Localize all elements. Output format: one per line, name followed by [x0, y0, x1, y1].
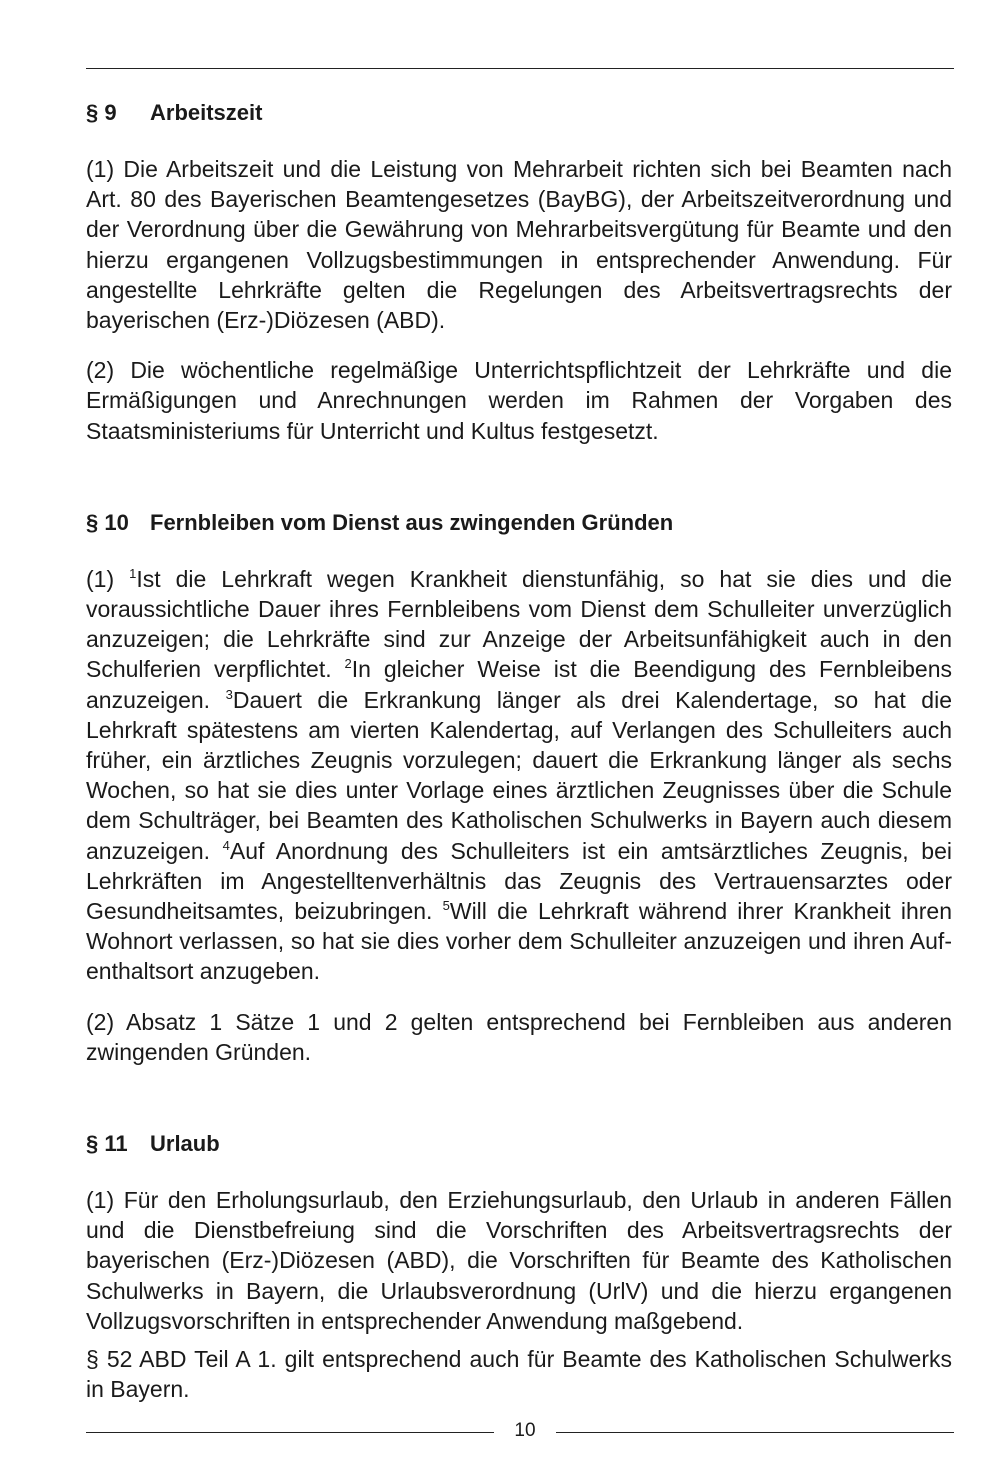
section-number: § 11: [86, 1131, 128, 1157]
section-number: § 9: [86, 100, 117, 125]
section-11: [86, 1129, 952, 1404]
page-number: 10: [514, 1420, 536, 1441]
sentence-marker: 2: [344, 656, 352, 672]
sentence: Will die Lehrkraft während ihrer Krankheit ihren Wohnort verlassen, so hat sie dies vorher dem Schulleiter anzuzeigen und ihren Aufenthaltsort anzugeben.: [86, 898, 952, 985]
page-footer: [86, 1418, 954, 1448]
paragraph: (1) $^1$Ist die Lehrkraft wegen Krankheit dienstunfähig, so hat sie dies und die voraussichtliche Dauer ihres Fernbleibens vom Dienst dem Schulleiter unverzüglich anzuzeigen; die Lehrkräfte sind zur Anzeige der Arbeitsunfähigkeit auch in den Schulferien verpflichtet. $^2$In gleicher Weise ist die Beendigung des Fernbleibens anzuzeigen. $^3$Dauert die Erkrankung länger als drei Kalendertage, so hat die Lehrkraft spätestens am vierten Kalendertag, auf Verlangen des Schulleiters auch früher, ein ärztliches Zeugnis vorzulegen; dauert die Erkrankung länger als sechs Wochen, so hat sie dies unter Vorlage eines ärztlichen Zeugnisses über die Schule dem Schulträger, bei Beamten des Katholischen Schulwerks in Bayern auch diesem anzuzeigen. $^4$Auf Anordnung des Schulleiters ist ein amtsärztliches Zeugnis, bei Lehrkräften im Angestelltenverhältnis das Zeugnis des Vertrauensarztes oder Gesundheitsamtes, beizubringen. $^5$Will die Lehrkraft während ihrer Krankheit ihren Wohnort verlassen, so hat sie dies vorher dem Schulleiter anzuzeigen und ihren Aufenthaltsort anzugeben.: [86, 565, 953, 985]
section-heading: [86, 1129, 952, 1159]
footer-rule-right: [556, 1432, 954, 1433]
paragraph: (1) Die Arbeitszeit und die Leistung von Mehrarbeit richten sich bei Beamten nach Art. 80 des Bayerischen Beamtengesetzes (BayBG), der Arbeitszeitverordnung und der Verordnung über die Gewährung von Mehrarbeitsvergütung für Beamte und den hierzu ergangenen Vollzugsbestimmungen in entsprechender Anwendung. Für angestellte Lehrkräfte gelten die Regelungen des Arbeitsvertragsrechts der bayerischen (Erz-)Diözesen (ABD).: [86, 156, 952, 334]
sentence-marker: 5: [442, 898, 450, 914]
header-rule: [86, 68, 954, 69]
sentence: In gleicher Weise ist die Beendigung des Fernbleibens anzuzeigen.: [86, 656, 952, 713]
section-heading: [86, 98, 952, 128]
document-body: [86, 98, 952, 1425]
sentence-marker: 4: [222, 837, 230, 853]
paragraph: (2) Die wöchentliche regelmäßige Unterrichtspflichtzeit der Lehrkräfte und die Ermäßigungen und Anrechnungen werden im Rahmen der Vorgaben des Staatsministeriums für Unterricht und Kultus festgesetzt.: [86, 357, 952, 444]
paragraph: § 52 ABD Teil A 1. gilt entsprechend auch für Beamte des Katholischen Schulwerks in Bayern.: [86, 1346, 952, 1403]
paragraph: (1) Für den Erholungsurlaub, den Erziehungsurlaub, den Urlaub in anderen Fällen und die Dienstbefreiung sind die Vorschriften des Arbeitsvertragsrechts der bayerischen (Erz-)Diözesen (ABD), die Vorschriften für Beamte des Katholischen Schulwerks in Bayern, die Urlaubsverordnung (UrlV) und die hierzu ergangenen Vollzugsvorschriften in entsprechender Anwendung maßgebend.: [86, 1187, 952, 1334]
paragraph: (2) Absatz 1 Sätze 1 und 2 gelten entsprechend bei Fernbleiben aus anderen zwingenden Gründen.: [86, 1008, 952, 1065]
sentence-marker: 3: [225, 686, 233, 702]
section-title: Arbeitszeit: [150, 100, 263, 125]
section-heading: [86, 508, 952, 538]
sentence: Ist die Lehrkraft wegen Krankheit dienstunfähig, so hat sie dies und die voraussichtliche Dauer ihres Fernbleibens vom Dienst dem Schulleiter unverzüglich anzuzeigen; die Lehrkräfte sind zur Anzeige der Arbeitsunfähigkeit auch in den Schulferien verpflichtet.: [86, 565, 953, 683]
section-title: Fernbleiben vom Dienst aus zwingenden Gründen: [150, 509, 674, 535]
sentence: Auf Anordnung des Schulleiters ist ein amtsärztliches Zeugnis, bei Lehrkräften im Angestelltenverhältnis das Zeugnis des Vertrauensarztes oder Gesundheitsamtes, beizubringen.: [86, 837, 952, 925]
section-10: [86, 508, 952, 1067]
section-number: § 10: [86, 509, 129, 535]
footer-rule-left: [86, 1432, 494, 1433]
section-title: Urlaub: [150, 1131, 220, 1157]
sentence-marker: 1: [129, 565, 137, 581]
sentence: Dauert die Erkrankung länger als drei Kalendertage, so hat die Lehrkraft spätestens am vierten Kalendertag, auf Verlangen des Schulleiters auch früher, ein ärztliches Zeugnis vorzulegen; dauert die Erkrankung länger als sechs Wochen, so hat sie dies unter Vorlage eines ärztlichen Zeugnisses über die Schule dem Schulträger, bei Beamten des Katholischen Schulwerks in Bayern auch diesem anzuzeigen.: [86, 686, 952, 864]
section-9: [86, 98, 952, 446]
